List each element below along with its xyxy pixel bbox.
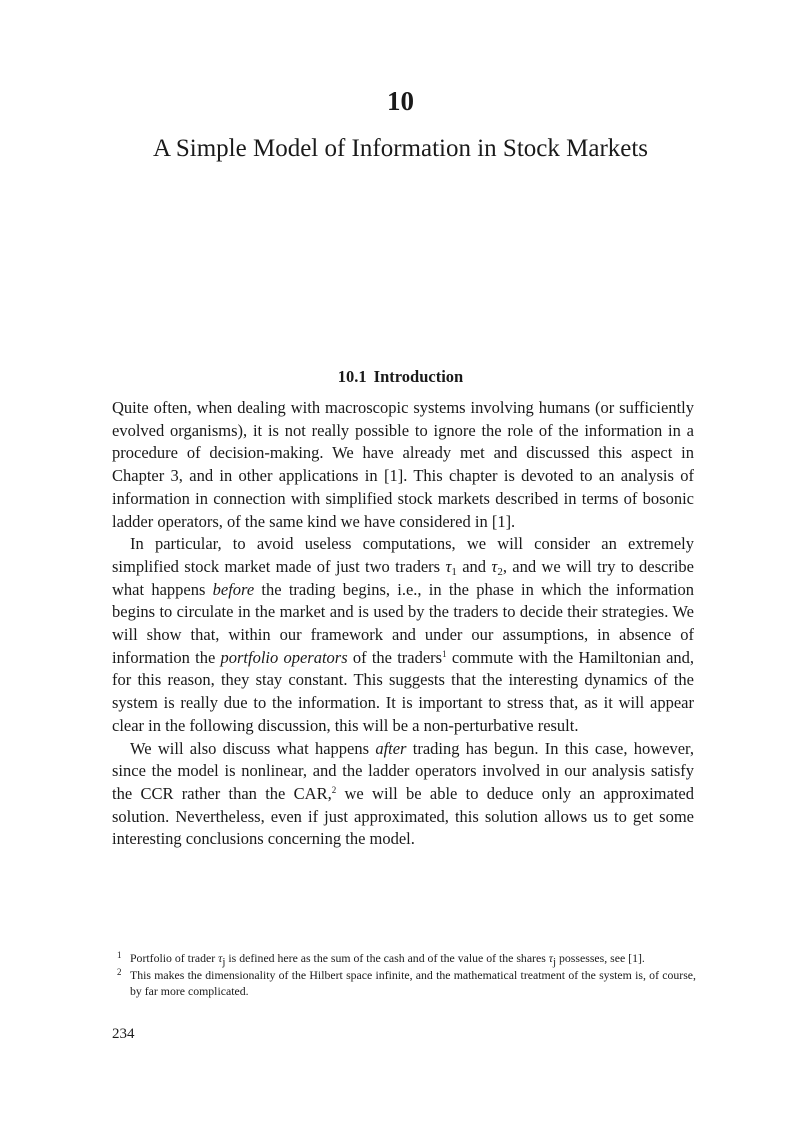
section-number: 10.1 bbox=[337, 367, 367, 386]
subscript: 1 bbox=[451, 565, 457, 578]
section-heading bbox=[0, 366, 801, 388]
footnote-ref-2[interactable]: 2 bbox=[331, 784, 337, 795]
emphasis-after: after bbox=[375, 738, 407, 758]
section-title: Introduction bbox=[373, 367, 464, 386]
paragraph-1: Quite often, when dealing with macroscopic systems involving humans (or sufficiently evolved organisms), it is not really possible to ignore the role of the information in a procedure of decision-making. We have already met and discussed this aspect in Chapter 3, and in other applications in [1]. This chapter is devoted to an analysis of information in connection with simplified stock markets described in terms of bosonic ladder operators, of the same kind we have considered in [1]. bbox=[112, 398, 694, 531]
emphasis-portfolio-operators: portfolio operators bbox=[220, 647, 348, 667]
footnote-mark: 2 bbox=[117, 966, 122, 977]
subscript: j bbox=[222, 956, 226, 968]
footnote-1 bbox=[112, 950, 696, 967]
subscript: 2 bbox=[497, 565, 503, 578]
tau-symbol: τ bbox=[218, 951, 223, 965]
paragraph-2 bbox=[112, 533, 694, 737]
chapter-number: 10 bbox=[387, 86, 414, 116]
footnote-mark: 1 bbox=[117, 950, 122, 960]
text-run: We will also discuss what happens bbox=[130, 738, 376, 758]
footnotes bbox=[112, 950, 696, 1000]
body-text bbox=[112, 397, 694, 851]
page-number: 234 bbox=[112, 1026, 135, 1042]
chapter-title: A Simple Model of Information in Stock Markets bbox=[152, 135, 649, 162]
text-run: the trading begins, i.e., in the phase in which the information begins to circulate in the market and is used by the traders to decide their strategies. We will show that, within our framework and under our assumptions, in absence of information the bbox=[112, 579, 694, 667]
text-run: is defined here as the sum of the cash and of the value of the shares bbox=[225, 951, 549, 965]
footnote-2 bbox=[112, 967, 696, 1000]
text-run: This makes the dimensionality of the Hilbert space infinite, and the mathematical treatment of the system is, of course, by far more complicated. bbox=[130, 967, 696, 998]
text-run: we will be able to deduce only an approximated solution. Nevertheless, even if just approximated, this solution allows us to get some interesting conclusions concerning the model. bbox=[112, 783, 694, 849]
text-run: trading has begun. In this case, however, since the model is nonlinear, and the ladder operators involved in our analysis satisfy the CCR rather than the CAR, bbox=[112, 738, 694, 803]
subscript: j bbox=[553, 956, 557, 968]
text-run: possesses, see [1]. bbox=[556, 951, 645, 965]
text-run: and bbox=[456, 556, 492, 576]
text-run: of the traders bbox=[347, 647, 443, 667]
text-run: commute with the Hamiltonian and, for this reason, they stay constant. This suggests that the interesting dynamics of the system is really due to the information. It is important to stress that, as it will appear clear in the following discussion, this will be a non-perturbative result. bbox=[112, 647, 695, 735]
tau-symbol: τ bbox=[548, 951, 553, 965]
tau-symbol: τ bbox=[491, 556, 498, 576]
text-run: , and we will try to describe what happens bbox=[112, 556, 694, 599]
tau-symbol: τ bbox=[445, 556, 452, 576]
text-run: Portfolio of trader bbox=[130, 951, 219, 965]
text-run: In particular, to avoid useless computations, we will consider an extremely simplified stock market made of just two traders bbox=[112, 534, 694, 576]
emphasis-before: before bbox=[212, 579, 255, 599]
paragraph-3 bbox=[112, 738, 694, 852]
footnote-ref-1[interactable]: 1 bbox=[442, 648, 447, 659]
